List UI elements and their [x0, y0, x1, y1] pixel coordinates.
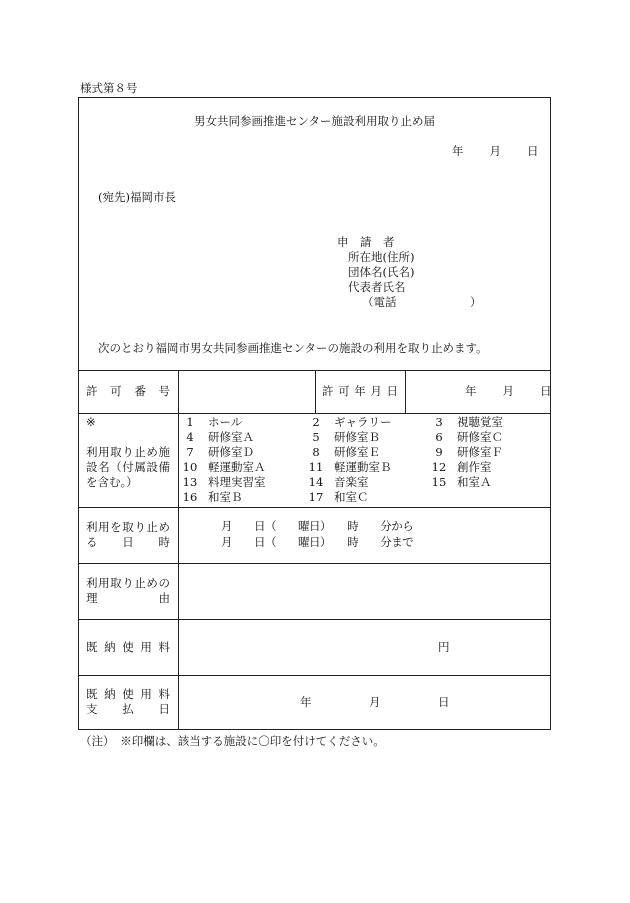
- datetime-to: 月 日（ 曜日） 時 分まで: [221, 534, 414, 549]
- datetime-from: 月 日（ 曜日） 時 分から: [221, 518, 414, 533]
- facility-name: 視聴覚室: [457, 415, 503, 429]
- table-rule: [78, 619, 551, 620]
- address-label: 所在地(住所): [348, 249, 415, 264]
- facility-name: 和室Ｃ: [334, 490, 369, 504]
- facility-number: 4: [186, 430, 194, 444]
- applicant-heading: 申 請 者: [337, 234, 395, 249]
- datetime-label-line: 利用を取り止め: [86, 519, 170, 534]
- facility-number: 3: [435, 415, 443, 429]
- permit-date-value: 年 月 日: [465, 384, 553, 398]
- facility-mark: ※: [86, 415, 96, 429]
- facility-list: [180, 415, 551, 505]
- table-column-rule: [178, 370, 179, 730]
- facility-name: 研修室Ｃ: [457, 430, 503, 444]
- table-rule: [78, 507, 551, 508]
- fee-label-text: 既 納 使 用 料: [86, 639, 170, 654]
- form-title: 男女共同参画推進センター施設利用取り止め届: [193, 113, 436, 128]
- facility-item: [306, 430, 429, 445]
- facility-name: 研修室Ｄ: [208, 445, 254, 459]
- facility-number: 9: [435, 445, 443, 459]
- table-column-rule: [405, 370, 406, 413]
- facility-name: ホール: [208, 415, 243, 429]
- facility-name: 和室Ａ: [457, 475, 492, 489]
- organization-label: 団体名(氏名): [348, 264, 415, 279]
- permit-number-label-text: 許 可 番 号: [86, 384, 170, 398]
- facility-number: 15: [431, 475, 447, 489]
- fee-paid-date-label-line: 既 納 使 用 料: [86, 686, 170, 701]
- facility-item: [180, 490, 306, 505]
- datetime-label-line: る 日 時: [86, 534, 170, 549]
- facility-number: 13: [182, 475, 198, 489]
- table-rule: [78, 563, 551, 564]
- facility-name: 創作室: [457, 460, 492, 474]
- facility-name: 研修室Ｂ: [334, 430, 380, 444]
- facility-number: 6: [435, 430, 443, 444]
- fee-paid-date-label: [86, 687, 170, 717]
- facility-item: [306, 415, 429, 430]
- facility-name: 研修室Ｅ: [334, 445, 380, 459]
- facility-number: 8: [312, 445, 320, 459]
- reason-label-line: 理 由: [86, 590, 170, 605]
- fee-paid-date-label-line: 支 払 日: [86, 701, 170, 716]
- addressee: (宛先)福岡市長: [98, 189, 176, 204]
- statement: 次のとおり福岡市男女共同参画推進センターの施設の利用を取り止めます。: [98, 340, 488, 355]
- submission-date: 年 月 日: [452, 143, 540, 158]
- facility-name: 軽運動室Ｂ: [334, 460, 392, 474]
- facility-item: [306, 475, 429, 490]
- facility-number: 12: [431, 460, 447, 474]
- permit-date-label-text: 許 可 年 月 日: [322, 384, 398, 398]
- facility-item: [306, 445, 429, 460]
- facility-name: 和室Ｂ: [208, 490, 243, 504]
- phone-close-paren: ）: [470, 294, 482, 309]
- facility-item: [180, 475, 306, 490]
- facility-name: 研修室Ｆ: [457, 445, 503, 459]
- facility-item: [306, 490, 429, 505]
- footnote: （注） ※印欄は、該当する施設に〇印を付けてください。: [80, 733, 385, 748]
- fee-paid-date-value: 年 月 日: [300, 694, 450, 709]
- phone-label: （電話: [362, 294, 397, 309]
- table-rule: [78, 413, 551, 414]
- datetime-label: [86, 520, 170, 550]
- facility-item: [180, 445, 306, 460]
- permit-number-label: [86, 384, 170, 399]
- facility-number: 5: [312, 430, 320, 444]
- facility-number: 1: [186, 415, 194, 429]
- facility-item: [429, 475, 551, 490]
- facility-number: 11: [308, 460, 324, 474]
- permit-date-label: [322, 384, 398, 399]
- table-rule: [78, 675, 551, 676]
- facility-name: 料理実習室: [208, 475, 266, 489]
- facility-number: 7: [186, 445, 194, 459]
- facility-item: [429, 415, 551, 430]
- facility-number: 17: [308, 490, 324, 504]
- facility-item: [429, 430, 551, 445]
- fee-label: [86, 640, 170, 655]
- facility-label: 利用取り止め施設名（付属設備を含む。）: [86, 445, 170, 489]
- reason-label: [86, 576, 170, 606]
- fee-unit: 円: [438, 639, 450, 654]
- facility-name: 軽運動室Ａ: [208, 460, 266, 474]
- facility-name: ギャラリー: [334, 415, 392, 429]
- facility-item: [306, 460, 429, 475]
- facility-number: 14: [308, 475, 324, 489]
- facility-item: [180, 460, 306, 475]
- facility-item: [429, 445, 551, 460]
- facility-name: 音楽室: [334, 475, 369, 489]
- form-number: 様式第８号: [80, 81, 138, 95]
- facility-item: [180, 415, 306, 430]
- facility-item: [180, 430, 306, 445]
- facility-name: 研修室Ａ: [208, 430, 254, 444]
- facility-number: 10: [182, 460, 198, 474]
- facility-number: 16: [182, 490, 198, 504]
- reason-label-line: 利用取り止めの: [86, 575, 170, 590]
- representative-label: 代表者氏名: [348, 279, 406, 294]
- facility-number: 2: [312, 415, 320, 429]
- facility-item: [429, 460, 551, 475]
- table-column-rule: [315, 370, 316, 413]
